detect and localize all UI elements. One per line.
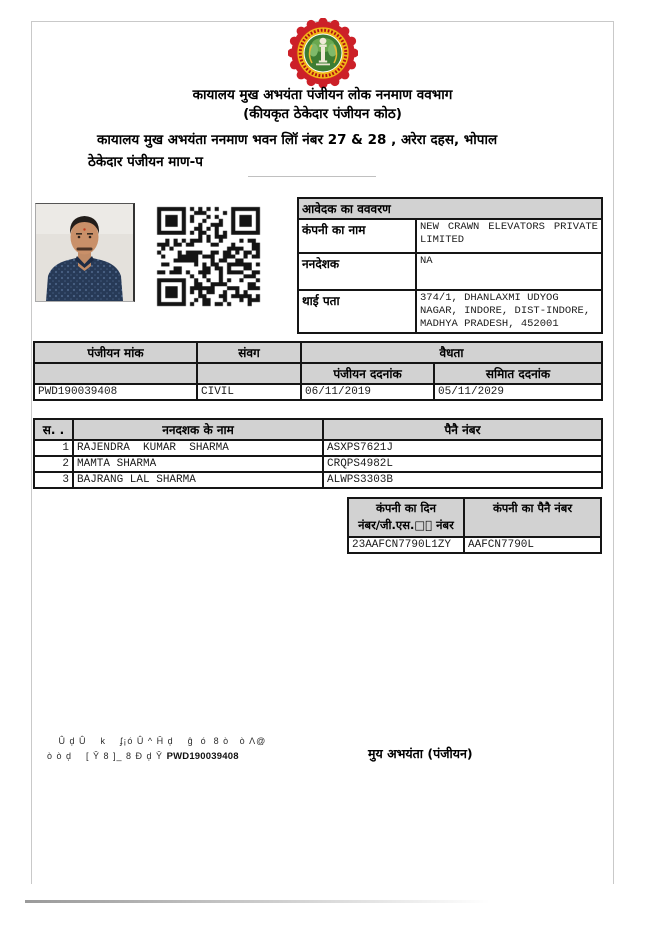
page-edge-shadow [25, 900, 490, 903]
sno-cell: 3 [34, 472, 73, 488]
reg-no-value: PWD190039408 [34, 384, 197, 400]
director-label: ननदेशक [298, 253, 416, 290]
category-header: संवग [197, 342, 301, 363]
table-row [348, 537, 601, 553]
pan-header: पैनै नंबर [323, 419, 602, 440]
pan-cell: ASXPS7621J [323, 440, 602, 456]
empty-cell [197, 363, 301, 384]
address-label: थाई पता [298, 290, 416, 333]
registration-table [33, 341, 603, 401]
company-tin-header [348, 498, 464, 537]
sno-cell: 2 [34, 456, 73, 472]
director-name-cell: BAJRANG LAL SHARMA [73, 472, 323, 488]
office-subtitle: (कीयकृत ठेकेदार पंजीयन कोठ) [243, 106, 402, 122]
qr-code [155, 205, 262, 308]
category-value: CIVIL [197, 384, 301, 400]
empty-cell [34, 363, 197, 384]
company-name-label: कंपनी का नाम [298, 219, 416, 253]
reg-date-value: 06/11/2019 [301, 384, 434, 400]
company-pan-header: कंपनी का पैनै नंबर [464, 498, 601, 537]
director-name-header: ननदशक के नाम [73, 419, 323, 440]
sno-header: स. . [34, 419, 73, 440]
footer-reg-no: PWD190039408 [166, 751, 239, 762]
mp-state-emblem-icon [288, 18, 358, 88]
reg-no-header: पंजीयन मांक [34, 342, 197, 363]
address-value: 374/1, DHANLAXMI UDYOG NAGAR, INDORE, DIST-INDORE, MADHYA PRADESH, 452001 [416, 290, 602, 333]
garbled-footer-line2-text: ò ò ḑ [ Ŷ 8 ]_ 8 Đ ḑ Ŷ [47, 751, 167, 761]
blank-underline [248, 176, 376, 177]
pan-cell: CRQPS4982L [323, 456, 602, 472]
reg-date-header: पंजीयन ददनांक [301, 363, 434, 384]
table-row [298, 219, 602, 253]
expiry-date-header: समाित ददनांक [434, 363, 602, 384]
company-name-value: NEW CRAWN ELEVATORS PRIVATE LIMITED [416, 219, 602, 253]
company-tin-header-line2: नंबर/जी.एस.□ी नंबर [358, 518, 454, 533]
directors-table [33, 418, 603, 489]
applicant-table-title: आवेदक का वववरण [298, 198, 602, 219]
company-tin-value: 23AAFCN7790L1ZY [348, 537, 464, 553]
table-row [34, 456, 602, 472]
table-row [34, 472, 602, 488]
company-tax-table [347, 497, 602, 554]
applicant-photo [35, 203, 135, 302]
sno-cell: 1 [34, 440, 73, 456]
office-title: कायालय मुख अभयंता पंजीयन लोक ननमाण ववभाग [192, 87, 453, 103]
director-name-cell: MAMTA SHARMA [73, 456, 323, 472]
garbled-footer-line1: Û ḑ Û k ʄ¡ó Û ^ Ĥ ḑ ĝ ó 8 ò ò Λ@ [55, 736, 267, 746]
table-row [34, 440, 602, 456]
director-value: NA [416, 253, 602, 290]
pan-cell: ALWPS3303B [323, 472, 602, 488]
office-address: कायालय मुख अभयंता ननमाण भवन लिॉ नंबर 27 & 28 , अरेरा दहस, भोपाल [97, 132, 498, 148]
director-name-cell: RAJENDRA KUMAR SHARMA [73, 440, 323, 456]
validity-header: वैधता [301, 342, 602, 363]
company-tin-header-line1: कंपनी का दिन [375, 501, 436, 515]
applicant-details-table [297, 197, 603, 334]
expiry-date-value: 05/11/2029 [434, 384, 602, 400]
company-pan-value: AAFCN7790L [464, 537, 601, 553]
signing-authority-label: मुय अभयंता (पंजीयन) [368, 746, 473, 761]
garbled-footer-line2 [47, 751, 239, 762]
table-row [298, 290, 602, 333]
table-row [298, 253, 602, 290]
table-row [34, 384, 602, 400]
certificate-type-label: ठेकेदार पंजीयन माण-प [88, 154, 203, 170]
